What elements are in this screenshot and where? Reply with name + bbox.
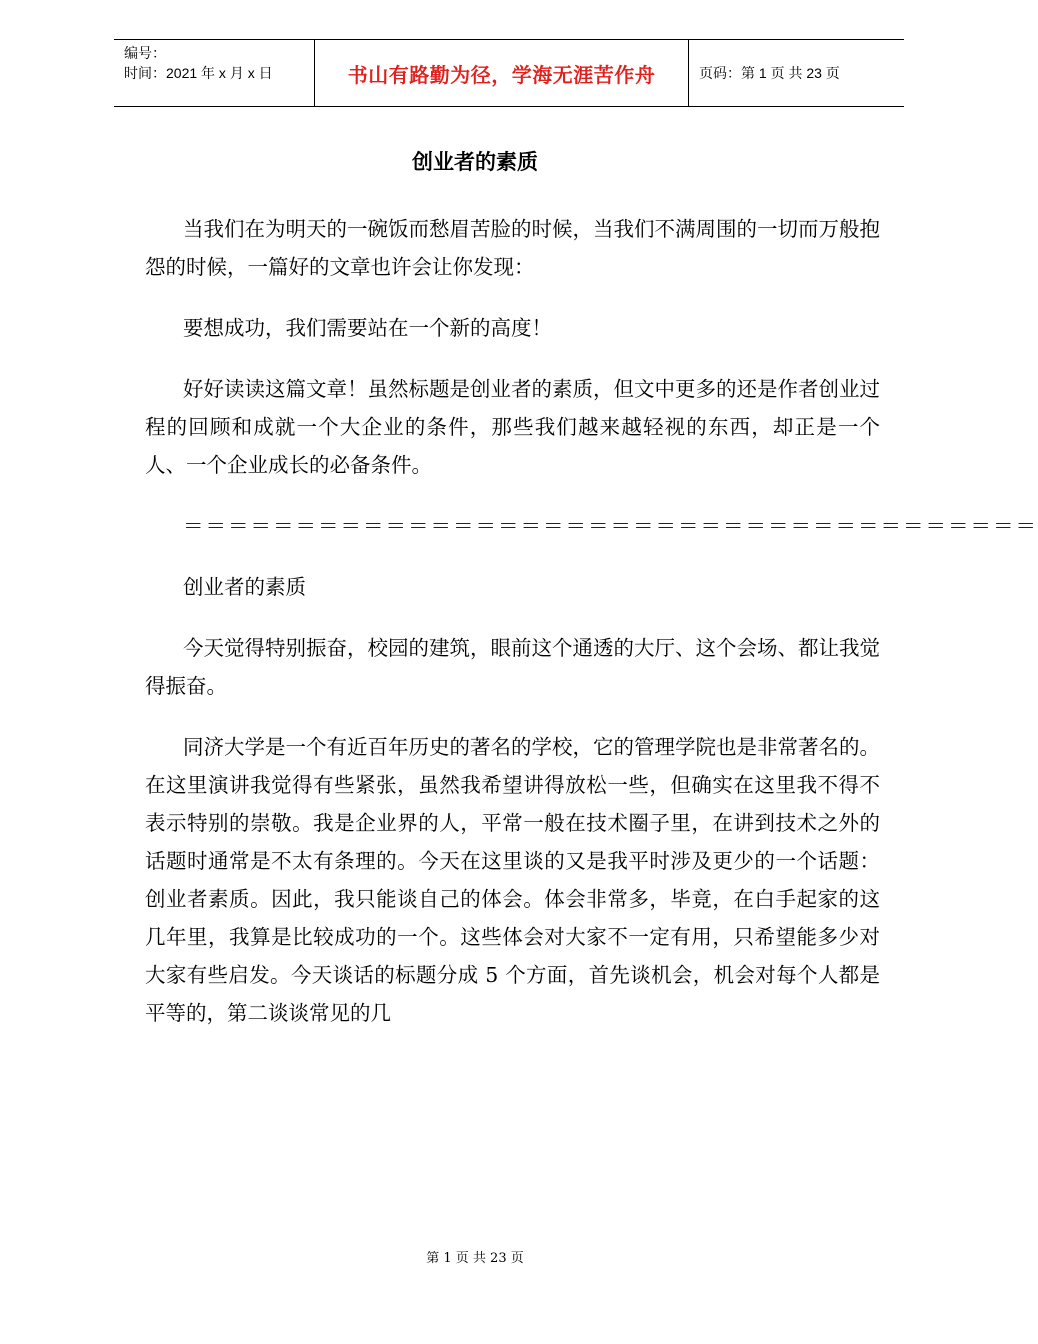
intro-paragraph-1: 当我们在为明天的一碗饭而愁眉苦脸的时候，当我们不满周围的一切而万般抱怨的时候，一篇好的文章也许会让你发现：: [145, 217, 880, 279]
document-title: 创业者的素质: [412, 150, 538, 174]
header-meta-cell: [114, 40, 315, 106]
body-paragraph-1: 今天觉得特别振奋，校园的建筑，眼前这个通透的大厅、这个会场、都让我觉得振奋。: [145, 636, 880, 698]
page-footer: 第 1 页 共 23 页: [426, 1251, 524, 1266]
section-divider: ＝＝＝＝＝＝＝＝＝＝＝＝＝＝＝＝＝＝＝＝＝＝＝＝＝＝＝＝＝＝＝＝＝＝＝＝＝＝: [183, 514, 1038, 538]
header-table: [114, 39, 904, 107]
time-label: 时间：2021 年 x 月 x 日: [124, 65, 273, 81]
intro-paragraph-2: 要想成功，我们需要站在一个新的高度！: [183, 316, 552, 340]
section-title: 创业者的素质: [183, 575, 306, 599]
header-motto: 书山有路勤为径，学海无涯苦作舟: [347, 62, 656, 87]
header-page-info: 页码：第 1 页 共 23 页: [699, 65, 840, 81]
header-motto-cell: [315, 40, 689, 106]
document-body: [145, 210, 1038, 1055]
serial-number-label: 编号：: [124, 45, 166, 61]
body-paragraph-2: 同济大学是一个有近百年历史的著名的学校，它的管理学院也是非常著名的。在这里演讲我觉得有些紧张，虽然我希望讲得放松一些，但确实在这里我不得不表示特别的崇敬。我是企业界的人，平常一般在技术圈子里，在讲到技术之外的话题时通常是不太有条理的。今天在这里谈的又是我平时涉及更少的一个话题：创业者素质。因此，我只能谈自己的体会。体会非常多，毕竟，在白手起家的这几年里，我算是比较成功的一个。这些体会对大家不一定有用，只希望能多少对大家有些启发。今天谈话的标题分成 5 个方面，首先谈机会，机会对每个人都是平等的，第二谈谈常见的几: [145, 735, 880, 1025]
intro-paragraph-3: 好好读读这篇文章！虽然标题是创业者的素质，但文中更多的还是作者创业过程的回顾和成就一个大企业的条件，那些我们越来越轻视的东西，却正是一个人、一个企业成长的必备条件。: [145, 377, 880, 477]
header-page-cell: [689, 40, 904, 106]
